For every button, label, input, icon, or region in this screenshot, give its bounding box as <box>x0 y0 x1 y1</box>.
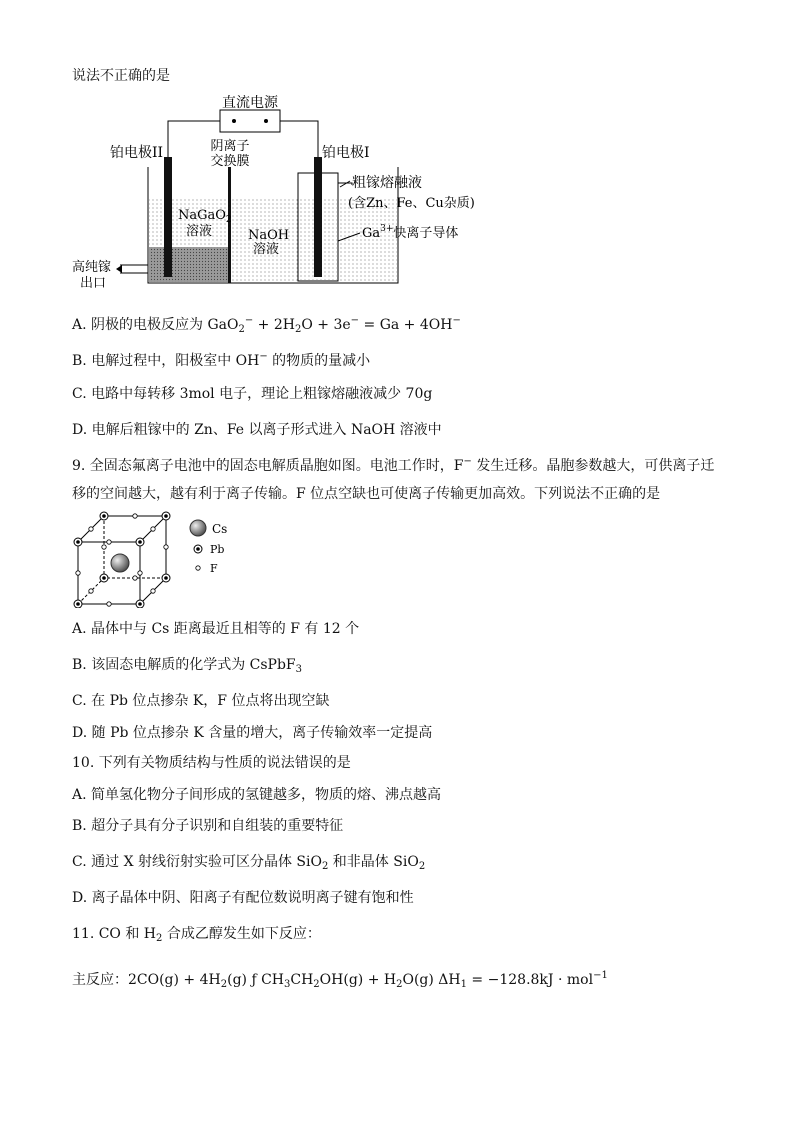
q11-main-reaction: 主反应：$2CO(g) + 4H_2(g)$ ƒ $CH_3CH_2OH(g) + H_2O(g) \Delta H_1 = -128.8kJ \cdot mol^{-1}$ <box>72 970 608 990</box>
q10-option-a: A. 简单氢化物分子间形成的氢键越多，物质的熔、沸点越高 <box>72 787 442 803</box>
anion-membrane <box>228 167 231 283</box>
electrode2-label: 铂电极II <box>110 145 164 161</box>
q9-option-a: A. 晶体中与 Cs 距离最近且相等的 F 有 12 个 <box>72 621 360 637</box>
legend-f-icon <box>196 566 200 570</box>
cs-atom <box>111 554 129 572</box>
svg-text:NaOH: NaOH <box>248 228 290 243</box>
q10-option-d: D. 离子晶体中阴、阳离子有配位数说明离子键有饱和性 <box>72 890 414 906</box>
svg-text:出口: 出口 <box>80 276 107 291</box>
q9-stem-line2: 移的空间越大，越有利于离子传输。F 位点空缺也可使离子传输更加高效。下列说法不正确的是 <box>72 486 661 502</box>
q10-stem: 10. 下列有关物质结构与性质的说法错误的是 <box>72 755 351 771</box>
q8-stem: 说法不正确的是 <box>72 68 170 84</box>
svg-text:交换膜: 交换膜 <box>210 154 250 169</box>
q9-stem-line1: 9. 全固态氟离子电池中的固态电解质晶胞如图。电池工作时，F− 发生迁移。晶胞参数越大，可供离子迁 <box>72 456 715 474</box>
q8-option-c: C. 电路中每转移 3mol 电子，理论上粗镓熔融液减少 70g <box>72 386 433 402</box>
q9-option-d: D. 随 Pb 位点掺杂 K 含量的增大，离子传输效率一定提高 <box>72 725 433 741</box>
power-supply-box <box>220 110 280 132</box>
legend-cs-icon <box>190 520 206 536</box>
svg-text:Pb: Pb <box>210 543 225 556</box>
q8-option-d: D. 电解后粗镓中的 Zn、Fe 以离子形式进入 NaOH 溶液中 <box>72 422 442 438</box>
q10-option-b: B. 超分子具有分子识别和自组装的重要特征 <box>72 818 344 834</box>
svg-text:溶液: 溶液 <box>186 224 213 239</box>
q9-option-c: C. 在 Pb 位点掺杂 K，F 位点将出现空缺 <box>72 693 330 709</box>
crystal-cell-diagram <box>70 508 270 608</box>
electrode-I <box>314 157 322 277</box>
crude-impurity: (含Zn、Fe、Cu杂质) <box>348 196 475 211</box>
conductor-label: $Ga^{3+}$快离子导体 <box>362 224 459 241</box>
power-label: 直流电源 <box>222 95 278 111</box>
q9-option-b: B. 该固态电解质的化学式为 CsPbF$_3$ <box>72 657 303 675</box>
electrode1-label: 铂电极I <box>322 145 370 161</box>
svg-text:阴离子: 阴离子 <box>210 139 250 154</box>
crude-label: 粗镓熔融液 <box>352 175 422 191</box>
electrolysis-diagram <box>60 95 480 295</box>
electrode-II <box>164 157 172 277</box>
q8-option-a: A. 阴极的电极反应为 $GaO_2^- + 2H_2O + 3e^- = Ga + 4OH^-$ <box>72 315 461 335</box>
gallium-pool <box>149 247 229 282</box>
svg-text:NaGaO2: NaGaO$_2$ <box>178 208 232 225</box>
svg-text:Cs: Cs <box>212 522 228 536</box>
q10-option-c: C. 通过 X 射线衍射实验可区分晶体 SiO$_2$ 和非晶体 SiO$_2$ <box>72 854 426 872</box>
q8-option-b: B. 电解过程中，阳极室中 OH− 的物质的量减小 <box>72 351 371 369</box>
svg-text:溶液: 溶液 <box>253 242 280 257</box>
q11-stem: 11. CO 和 $H_2$ 合成乙醇发生如下反应： <box>72 926 321 944</box>
svg-text:高纯镓: 高纯镓 <box>72 260 112 275</box>
svg-text:F: F <box>210 562 218 575</box>
